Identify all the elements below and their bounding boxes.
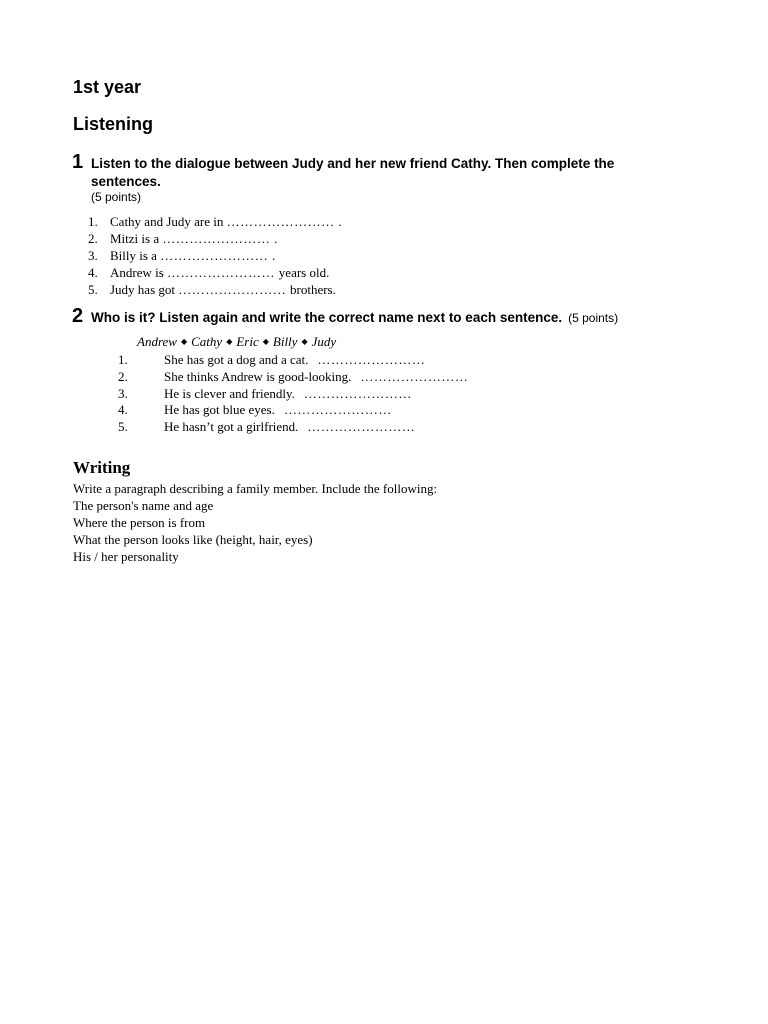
answer-blank[interactable]: …………………… [307, 419, 416, 435]
exercise-2-number: 2 [72, 305, 84, 327]
list-item [88, 213, 342, 230]
list-item [88, 247, 342, 264]
item-number: 4. [118, 402, 128, 418]
name-options [137, 334, 336, 350]
sentence-start: Cathy and Judy are in [110, 214, 227, 229]
bullet-icon: ◆ [301, 337, 308, 346]
exercise-1-instruction: Listen to the dialogue between Judy and her new friend Cathy. Then complete the sentences. [91, 156, 615, 189]
answer-blank[interactable]: …………………… [226, 214, 339, 229]
item-number: 1. [118, 352, 128, 367]
sentence-end: years old. [278, 265, 330, 280]
exercise-1-list [88, 213, 342, 298]
sentence-start: Judy has got [110, 282, 179, 297]
list-item [88, 264, 342, 281]
sentence-text: He has got blue eyes. [164, 402, 275, 418]
sentence-start: Billy is a [110, 248, 161, 263]
list-item [118, 369, 468, 386]
exercise-2-instruction: Who is it? Listen again and write the correct name next to each sentence. [91, 310, 563, 325]
item-number: 5. [88, 282, 98, 297]
list-item [88, 230, 342, 247]
exercise-2-points: (5 points) [568, 311, 619, 325]
name-option: Eric [236, 334, 259, 349]
item-number: 4. [88, 265, 98, 280]
list-item [118, 419, 468, 436]
writing-heading: Writing [73, 458, 131, 477]
answer-blank[interactable]: …………………… [283, 402, 392, 418]
item-number: 1. [88, 214, 98, 229]
sentence-text: She has got a dog and a cat. [164, 352, 309, 367]
exercise-1-points: (5 points) [91, 190, 142, 204]
sentence-text: She thinks Andrew is good-looking. [164, 368, 352, 384]
list-item [88, 281, 342, 298]
bullet-icon: ◆ [180, 337, 188, 346]
writing-line: Where the person is from [73, 515, 206, 530]
sentence-end: . [271, 248, 276, 263]
answer-blank[interactable]: …………………… [178, 282, 290, 297]
sentence-text: He hasn’t got a girlfriend. [164, 419, 299, 435]
sentence-start: Andrew is [110, 265, 168, 280]
exercise-2-list [118, 352, 468, 436]
name-option: Billy [272, 334, 298, 349]
name-option: Judy [311, 334, 337, 349]
answer-blank[interactable]: …………………… [303, 385, 412, 401]
listening-heading: Listening [73, 114, 153, 134]
writing-line: His / her personality [73, 549, 179, 564]
writing-line: What the person looks like (height, hair, eyes) [73, 532, 313, 547]
name-option: Cathy [191, 334, 223, 349]
answer-blank[interactable]: …………………… [360, 368, 469, 384]
bullet-icon: ◆ [262, 337, 269, 346]
writing-line: Write a paragraph describing a family member. Include the following: [73, 481, 438, 496]
writing-line: The person's name and age [73, 498, 214, 513]
answer-blank[interactable]: …………………… [160, 248, 272, 263]
exercise-1-number: 1 [72, 151, 84, 173]
sentence-end: brothers. [290, 282, 336, 297]
writing-instructions [73, 480, 437, 565]
sentence-end: . [274, 231, 278, 246]
answer-blank[interactable]: …………………… [162, 231, 275, 246]
item-number: 2. [88, 231, 98, 246]
answer-blank[interactable]: …………………… [317, 352, 426, 367]
answer-blank[interactable]: …………………… [167, 265, 279, 280]
sentence-end: . [338, 214, 342, 229]
sentence-text: He is clever and friendly. [164, 385, 295, 401]
list-item [118, 352, 468, 369]
item-number: 5. [118, 419, 128, 435]
bullet-icon: ◆ [226, 337, 233, 346]
name-option: Andrew [137, 334, 177, 349]
item-number: 2. [118, 368, 128, 384]
sentence-start: Mitzi is a [110, 231, 163, 246]
year-heading: 1st year [73, 77, 142, 97]
item-number: 3. [118, 385, 128, 401]
exercise-2-instruction-line [91, 310, 618, 325]
item-number: 3. [88, 248, 98, 263]
list-item [118, 386, 468, 403]
list-item [118, 402, 468, 419]
